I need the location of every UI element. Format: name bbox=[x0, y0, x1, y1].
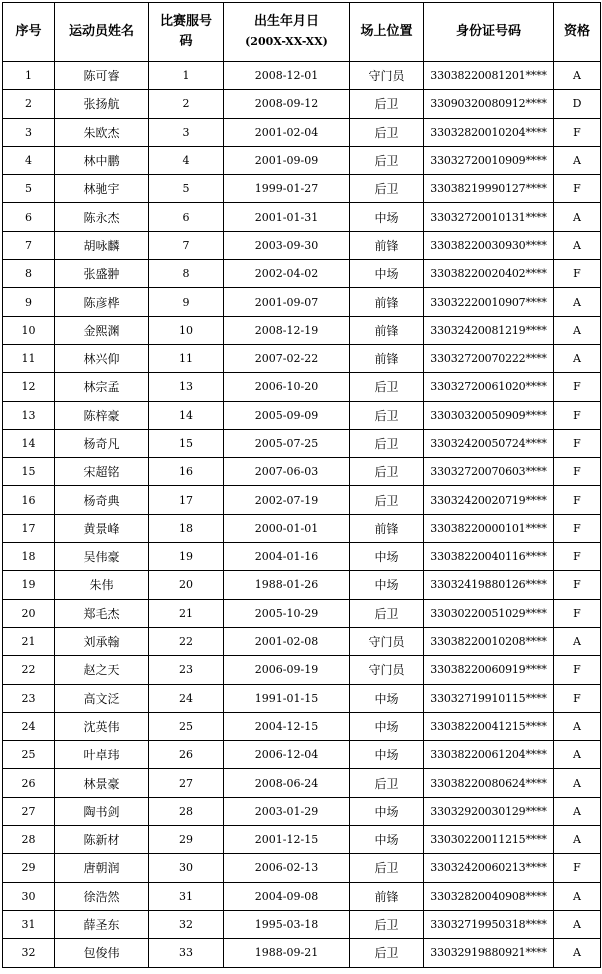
cell-birth-date: 2004-01-16 bbox=[224, 543, 350, 571]
cell-index: 25 bbox=[3, 741, 55, 769]
cell-birth-date: 2001-12-15 bbox=[224, 826, 350, 854]
cell-position: 前锋 bbox=[350, 288, 424, 316]
cell-birth-date: 2002-04-02 bbox=[224, 260, 350, 288]
cell-index: 28 bbox=[3, 826, 55, 854]
header-jersey-number-line2: 码 bbox=[179, 34, 193, 49]
cell-position: 中场 bbox=[350, 684, 424, 712]
cell-player-name: 唐朝润 bbox=[55, 854, 149, 882]
table-row bbox=[3, 118, 601, 146]
cell-jersey-number: 3 bbox=[149, 118, 224, 146]
table-row bbox=[3, 656, 601, 684]
cell-jersey-number: 22 bbox=[149, 627, 224, 655]
cell-jersey-number: 23 bbox=[149, 656, 224, 684]
cell-player-name: 薛圣东 bbox=[55, 910, 149, 938]
table-row bbox=[3, 458, 601, 486]
table-row bbox=[3, 599, 601, 627]
cell-birth-date: 2007-06-03 bbox=[224, 458, 350, 486]
cell-jersey-number: 31 bbox=[149, 882, 224, 910]
cell-index: 22 bbox=[3, 656, 55, 684]
cell-id-card: 33032220010907**** bbox=[424, 288, 554, 316]
cell-birth-date: 2000-01-01 bbox=[224, 514, 350, 542]
cell-position: 后卫 bbox=[350, 118, 424, 146]
cell-position: 前锋 bbox=[350, 344, 424, 372]
cell-birth-date: 2008-09-12 bbox=[224, 90, 350, 118]
table-row bbox=[3, 288, 601, 316]
cell-index: 30 bbox=[3, 882, 55, 910]
cell-id-card: 33032820040908**** bbox=[424, 882, 554, 910]
cell-eligibility: A bbox=[554, 741, 601, 769]
table-row bbox=[3, 769, 601, 797]
cell-index: 21 bbox=[3, 627, 55, 655]
cell-index: 3 bbox=[3, 118, 55, 146]
cell-eligibility: F bbox=[554, 599, 601, 627]
cell-player-name: 林驰宇 bbox=[55, 175, 149, 203]
cell-index: 26 bbox=[3, 769, 55, 797]
cell-eligibility: F bbox=[554, 543, 601, 571]
cell-position: 后卫 bbox=[350, 175, 424, 203]
cell-eligibility: A bbox=[554, 797, 601, 825]
cell-eligibility: F bbox=[554, 656, 601, 684]
cell-index: 19 bbox=[3, 571, 55, 599]
table-row bbox=[3, 373, 601, 401]
cell-eligibility: A bbox=[554, 712, 601, 740]
cell-player-name: 陈可睿 bbox=[55, 62, 149, 90]
cell-position: 后卫 bbox=[350, 854, 424, 882]
cell-player-name: 黄景峰 bbox=[55, 514, 149, 542]
cell-jersey-number: 18 bbox=[149, 514, 224, 542]
cell-position: 后卫 bbox=[350, 910, 424, 938]
cell-eligibility: A bbox=[554, 769, 601, 797]
cell-position: 守门员 bbox=[350, 656, 424, 684]
cell-id-card: 33038220010208**** bbox=[424, 627, 554, 655]
cell-eligibility: F bbox=[554, 486, 601, 514]
cell-id-card: 33038220040116**** bbox=[424, 543, 554, 571]
cell-player-name: 刘承翰 bbox=[55, 627, 149, 655]
cell-jersey-number: 13 bbox=[149, 373, 224, 401]
cell-birth-date: 2005-10-29 bbox=[224, 599, 350, 627]
cell-eligibility: F bbox=[554, 684, 601, 712]
cell-id-card: 33038220020402**** bbox=[424, 260, 554, 288]
cell-position: 前锋 bbox=[350, 231, 424, 259]
cell-id-card: 33032419880126**** bbox=[424, 571, 554, 599]
cell-player-name: 胡咏麟 bbox=[55, 231, 149, 259]
cell-index: 5 bbox=[3, 175, 55, 203]
cell-jersey-number: 29 bbox=[149, 826, 224, 854]
cell-birth-date: 2008-12-19 bbox=[224, 316, 350, 344]
cell-index: 23 bbox=[3, 684, 55, 712]
cell-eligibility: A bbox=[554, 939, 601, 967]
cell-player-name: 张扬航 bbox=[55, 90, 149, 118]
cell-id-card: 33032720070603**** bbox=[424, 458, 554, 486]
cell-jersey-number: 5 bbox=[149, 175, 224, 203]
cell-birth-date: 2006-02-13 bbox=[224, 854, 350, 882]
cell-index: 1 bbox=[3, 62, 55, 90]
cell-jersey-number: 11 bbox=[149, 344, 224, 372]
cell-jersey-number: 27 bbox=[149, 769, 224, 797]
cell-id-card: 33032420060213**** bbox=[424, 854, 554, 882]
cell-id-card: 33032820010204**** bbox=[424, 118, 554, 146]
cell-position: 中场 bbox=[350, 260, 424, 288]
cell-index: 20 bbox=[3, 599, 55, 627]
cell-eligibility: A bbox=[554, 62, 601, 90]
cell-eligibility: A bbox=[554, 882, 601, 910]
cell-index: 31 bbox=[3, 910, 55, 938]
cell-position: 后卫 bbox=[350, 373, 424, 401]
cell-eligibility: F bbox=[554, 429, 601, 457]
cell-index: 32 bbox=[3, 939, 55, 967]
cell-player-name: 陈新材 bbox=[55, 826, 149, 854]
header-index: 序号 bbox=[3, 3, 55, 62]
cell-id-card: 33030220051029**** bbox=[424, 599, 554, 627]
header-birth-date bbox=[224, 3, 350, 62]
cell-player-name: 赵之天 bbox=[55, 656, 149, 684]
cell-birth-date: 2001-02-04 bbox=[224, 118, 350, 146]
cell-player-name: 朱伟 bbox=[55, 571, 149, 599]
cell-index: 17 bbox=[3, 514, 55, 542]
cell-index: 27 bbox=[3, 797, 55, 825]
table-row bbox=[3, 316, 601, 344]
cell-index: 7 bbox=[3, 231, 55, 259]
cell-player-name: 徐浩然 bbox=[55, 882, 149, 910]
cell-position: 守门员 bbox=[350, 627, 424, 655]
cell-id-card: 33030320050909**** bbox=[424, 401, 554, 429]
cell-jersey-number: 6 bbox=[149, 203, 224, 231]
cell-eligibility: D bbox=[554, 90, 601, 118]
cell-id-card: 33038220030930**** bbox=[424, 231, 554, 259]
table-row bbox=[3, 627, 601, 655]
cell-id-card: 33032420020719**** bbox=[424, 486, 554, 514]
cell-position: 后卫 bbox=[350, 486, 424, 514]
cell-index: 15 bbox=[3, 458, 55, 486]
cell-eligibility: A bbox=[554, 288, 601, 316]
player-roster-table bbox=[2, 2, 601, 968]
cell-position: 中场 bbox=[350, 712, 424, 740]
cell-player-name: 朱欧杰 bbox=[55, 118, 149, 146]
header-jersey-number-line1: 比赛服号 bbox=[159, 14, 212, 29]
cell-eligibility: A bbox=[554, 231, 601, 259]
cell-position: 中场 bbox=[350, 741, 424, 769]
cell-position: 前锋 bbox=[350, 514, 424, 542]
cell-birth-date: 2004-09-08 bbox=[224, 882, 350, 910]
cell-id-card: 33032719910115**** bbox=[424, 684, 554, 712]
table-row bbox=[3, 514, 601, 542]
cell-id-card: 33038220000101**** bbox=[424, 514, 554, 542]
cell-player-name: 杨奇凡 bbox=[55, 429, 149, 457]
header-birth-date-line1: 出生年月日 bbox=[253, 14, 319, 29]
cell-birth-date: 2003-09-30 bbox=[224, 231, 350, 259]
header-row bbox=[3, 3, 601, 62]
cell-birth-date: 1991-01-15 bbox=[224, 684, 350, 712]
cell-eligibility: A bbox=[554, 627, 601, 655]
cell-jersey-number: 8 bbox=[149, 260, 224, 288]
cell-index: 24 bbox=[3, 712, 55, 740]
cell-position: 中场 bbox=[350, 797, 424, 825]
cell-birth-date: 2006-09-19 bbox=[224, 656, 350, 684]
table-row bbox=[3, 910, 601, 938]
cell-index: 6 bbox=[3, 203, 55, 231]
cell-player-name: 杨奇典 bbox=[55, 486, 149, 514]
cell-position: 前锋 bbox=[350, 882, 424, 910]
cell-jersey-number: 26 bbox=[149, 741, 224, 769]
cell-birth-date: 2005-07-25 bbox=[224, 429, 350, 457]
cell-index: 16 bbox=[3, 486, 55, 514]
cell-id-card: 33038220041215**** bbox=[424, 712, 554, 740]
table-row bbox=[3, 684, 601, 712]
table-row bbox=[3, 344, 601, 372]
cell-eligibility: F bbox=[554, 175, 601, 203]
cell-jersey-number: 4 bbox=[149, 146, 224, 174]
table-row bbox=[3, 401, 601, 429]
cell-birth-date: 1995-03-18 bbox=[224, 910, 350, 938]
cell-birth-date: 2003-01-29 bbox=[224, 797, 350, 825]
cell-birth-date: 2002-07-19 bbox=[224, 486, 350, 514]
cell-jersey-number: 15 bbox=[149, 429, 224, 457]
table-row bbox=[3, 203, 601, 231]
cell-jersey-number: 1 bbox=[149, 62, 224, 90]
table-row bbox=[3, 175, 601, 203]
cell-eligibility: F bbox=[554, 514, 601, 542]
table-row bbox=[3, 854, 601, 882]
cell-id-card: 33032719950318**** bbox=[424, 910, 554, 938]
cell-jersey-number: 24 bbox=[149, 684, 224, 712]
cell-index: 10 bbox=[3, 316, 55, 344]
cell-player-name: 包俊伟 bbox=[55, 939, 149, 967]
cell-position: 中场 bbox=[350, 543, 424, 571]
cell-id-card: 33038219990127**** bbox=[424, 175, 554, 203]
cell-birth-date: 2008-06-24 bbox=[224, 769, 350, 797]
cell-birth-date: 1988-09-21 bbox=[224, 939, 350, 967]
cell-jersey-number: 32 bbox=[149, 910, 224, 938]
table-row bbox=[3, 571, 601, 599]
cell-eligibility: F bbox=[554, 401, 601, 429]
cell-position: 后卫 bbox=[350, 401, 424, 429]
cell-birth-date: 1999-01-27 bbox=[224, 175, 350, 203]
cell-birth-date: 2007-02-22 bbox=[224, 344, 350, 372]
table-row bbox=[3, 741, 601, 769]
table-row bbox=[3, 797, 601, 825]
cell-index: 14 bbox=[3, 429, 55, 457]
cell-position: 后卫 bbox=[350, 146, 424, 174]
cell-position: 后卫 bbox=[350, 939, 424, 967]
cell-id-card: 33090320080912**** bbox=[424, 90, 554, 118]
table-row bbox=[3, 429, 601, 457]
cell-player-name: 林宗孟 bbox=[55, 373, 149, 401]
cell-position: 后卫 bbox=[350, 429, 424, 457]
cell-id-card: 33032720010909**** bbox=[424, 146, 554, 174]
cell-id-card: 33032720061020**** bbox=[424, 373, 554, 401]
cell-jersey-number: 10 bbox=[149, 316, 224, 344]
cell-birth-date: 2006-10-20 bbox=[224, 373, 350, 401]
cell-eligibility: F bbox=[554, 571, 601, 599]
cell-eligibility: A bbox=[554, 203, 601, 231]
cell-player-name: 林兴仰 bbox=[55, 344, 149, 372]
table-row bbox=[3, 939, 601, 967]
cell-eligibility: F bbox=[554, 118, 601, 146]
cell-index: 8 bbox=[3, 260, 55, 288]
cell-jersey-number: 30 bbox=[149, 854, 224, 882]
cell-index: 4 bbox=[3, 146, 55, 174]
table-row bbox=[3, 826, 601, 854]
cell-jersey-number: 20 bbox=[149, 571, 224, 599]
cell-birth-date: 1988-01-26 bbox=[224, 571, 350, 599]
cell-player-name: 宋超铭 bbox=[55, 458, 149, 486]
cell-position: 前锋 bbox=[350, 316, 424, 344]
cell-birth-date: 2006-12-04 bbox=[224, 741, 350, 769]
cell-id-card: 33032420050724**** bbox=[424, 429, 554, 457]
cell-eligibility: A bbox=[554, 146, 601, 174]
cell-birth-date: 2001-09-09 bbox=[224, 146, 350, 174]
cell-position: 后卫 bbox=[350, 90, 424, 118]
table-row bbox=[3, 486, 601, 514]
cell-id-card: 33038220081201**** bbox=[424, 62, 554, 90]
cell-position: 守门员 bbox=[350, 62, 424, 90]
cell-birth-date: 2004-12-15 bbox=[224, 712, 350, 740]
header-eligibility: 资格 bbox=[554, 3, 601, 62]
cell-id-card: 33032920030129**** bbox=[424, 797, 554, 825]
cell-jersey-number: 21 bbox=[149, 599, 224, 627]
cell-eligibility: A bbox=[554, 316, 601, 344]
cell-id-card: 33032420081219**** bbox=[424, 316, 554, 344]
cell-jersey-number: 33 bbox=[149, 939, 224, 967]
cell-player-name: 叶卓玮 bbox=[55, 741, 149, 769]
header-position: 场上位置 bbox=[350, 3, 424, 62]
cell-player-name: 林中鹏 bbox=[55, 146, 149, 174]
cell-birth-date: 2001-02-08 bbox=[224, 627, 350, 655]
cell-jersey-number: 16 bbox=[149, 458, 224, 486]
cell-player-name: 陈梓豪 bbox=[55, 401, 149, 429]
cell-id-card: 33030220011215**** bbox=[424, 826, 554, 854]
cell-id-card: 33038220061204**** bbox=[424, 741, 554, 769]
cell-id-card: 33032919880921**** bbox=[424, 939, 554, 967]
cell-player-name: 郑毛杰 bbox=[55, 599, 149, 627]
cell-id-card: 33032720070222**** bbox=[424, 344, 554, 372]
cell-eligibility: F bbox=[554, 373, 601, 401]
table-header bbox=[3, 3, 601, 62]
table-row bbox=[3, 543, 601, 571]
cell-jersey-number: 2 bbox=[149, 90, 224, 118]
cell-index: 13 bbox=[3, 401, 55, 429]
cell-player-name: 陈彦桦 bbox=[55, 288, 149, 316]
cell-jersey-number: 28 bbox=[149, 797, 224, 825]
cell-player-name: 张盛翀 bbox=[55, 260, 149, 288]
cell-player-name: 陈永杰 bbox=[55, 203, 149, 231]
cell-position: 中场 bbox=[350, 203, 424, 231]
cell-id-card: 33032720010131**** bbox=[424, 203, 554, 231]
table-body bbox=[3, 62, 601, 968]
cell-eligibility: A bbox=[554, 344, 601, 372]
cell-jersey-number: 14 bbox=[149, 401, 224, 429]
cell-player-name: 林景豪 bbox=[55, 769, 149, 797]
cell-birth-date: 2005-09-09 bbox=[224, 401, 350, 429]
cell-id-card: 33038220080624**** bbox=[424, 769, 554, 797]
cell-position: 后卫 bbox=[350, 458, 424, 486]
header-birth-date-format: (200X-XX-XX) bbox=[245, 35, 328, 48]
cell-eligibility: F bbox=[554, 260, 601, 288]
cell-position: 中场 bbox=[350, 571, 424, 599]
header-id-card: 身份证号码 bbox=[424, 3, 554, 62]
header-name: 运动员姓名 bbox=[55, 3, 149, 62]
table-row bbox=[3, 882, 601, 910]
cell-eligibility: F bbox=[554, 458, 601, 486]
cell-index: 29 bbox=[3, 854, 55, 882]
table-row bbox=[3, 260, 601, 288]
cell-player-name: 吴伟豪 bbox=[55, 543, 149, 571]
cell-index: 9 bbox=[3, 288, 55, 316]
cell-birth-date: 2008-12-01 bbox=[224, 62, 350, 90]
cell-eligibility: A bbox=[554, 910, 601, 938]
table-row bbox=[3, 146, 601, 174]
cell-position: 后卫 bbox=[350, 769, 424, 797]
cell-index: 18 bbox=[3, 543, 55, 571]
cell-player-name: 金熙渊 bbox=[55, 316, 149, 344]
table-row bbox=[3, 62, 601, 90]
cell-jersey-number: 19 bbox=[149, 543, 224, 571]
cell-index: 2 bbox=[3, 90, 55, 118]
cell-jersey-number: 9 bbox=[149, 288, 224, 316]
cell-eligibility: F bbox=[554, 854, 601, 882]
cell-position: 中场 bbox=[350, 826, 424, 854]
cell-birth-date: 2001-09-07 bbox=[224, 288, 350, 316]
table-row bbox=[3, 231, 601, 259]
cell-id-card: 33038220060919**** bbox=[424, 656, 554, 684]
table-row bbox=[3, 712, 601, 740]
cell-jersey-number: 25 bbox=[149, 712, 224, 740]
cell-player-name: 高文泛 bbox=[55, 684, 149, 712]
cell-jersey-number: 7 bbox=[149, 231, 224, 259]
cell-jersey-number: 17 bbox=[149, 486, 224, 514]
cell-index: 11 bbox=[3, 344, 55, 372]
cell-position: 后卫 bbox=[350, 599, 424, 627]
cell-birth-date: 2001-01-31 bbox=[224, 203, 350, 231]
header-jersey-number bbox=[149, 3, 224, 62]
cell-index: 12 bbox=[3, 373, 55, 401]
cell-player-name: 陶书剑 bbox=[55, 797, 149, 825]
table-row bbox=[3, 90, 601, 118]
cell-player-name: 沈英伟 bbox=[55, 712, 149, 740]
cell-eligibility: A bbox=[554, 826, 601, 854]
